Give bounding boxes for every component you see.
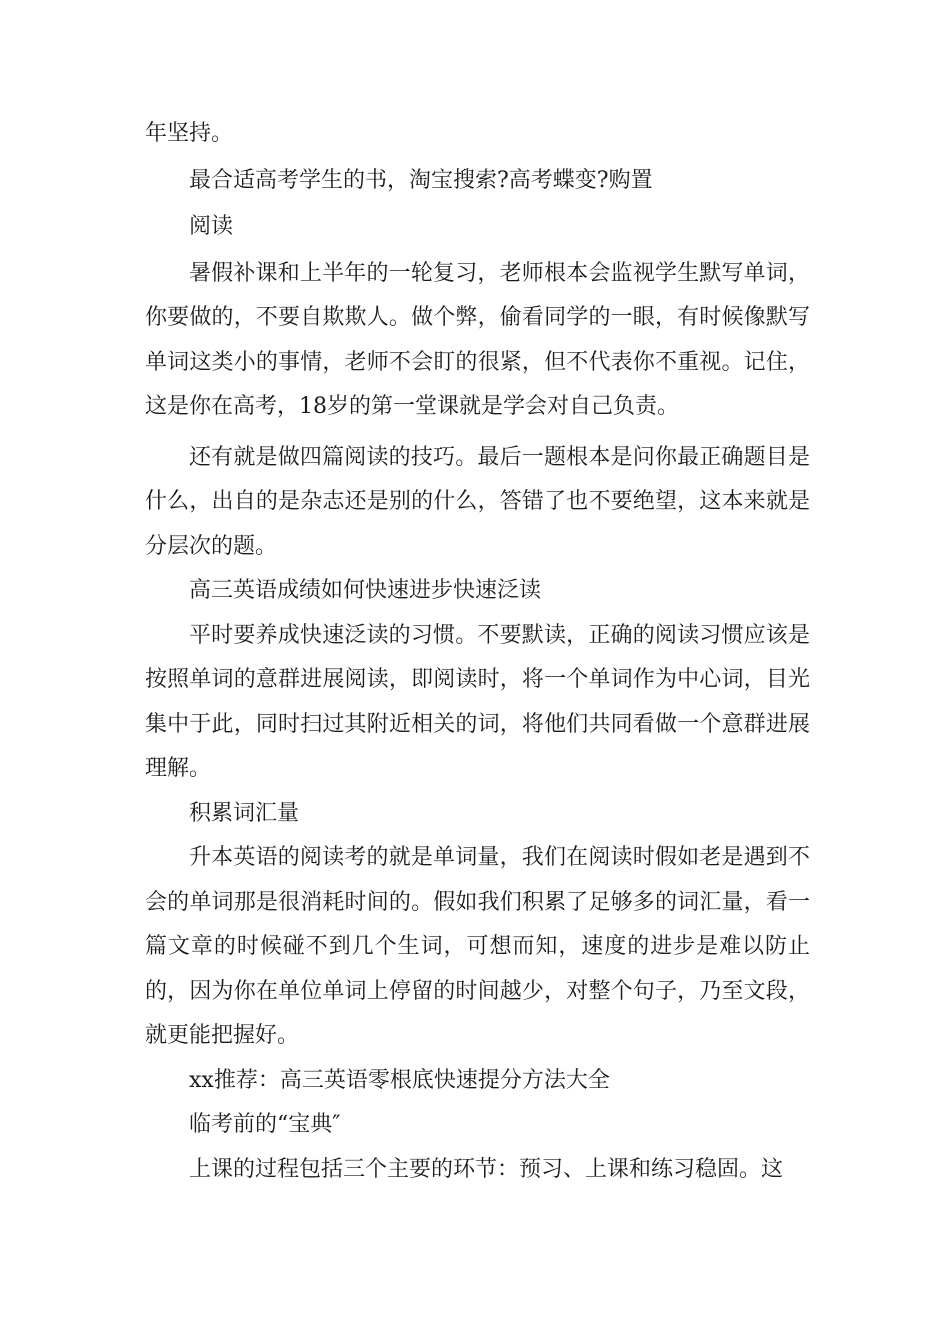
- paragraph-recommendation: xx推荐：高三英语零根底快速提分方法大全: [189, 1067, 610, 1093]
- paragraph-book-recommendation: 最合适高考学生的书，淘宝搜索?高考蝶变?购置: [189, 167, 653, 193]
- paragraph-class-process: 上课的过程包括三个主要的环节：预习、上课和练习稳固。这: [189, 1156, 784, 1182]
- paragraph-continuation: 年坚持。: [145, 121, 234, 146]
- paragraph-dictation: 暑假补课和上半年的一轮复习，老师根本会监视学生默写单词，你要做的，不要自欺欺人。做个弊，偷看同学的一眼，有时候像默写单词这类小的事情，老师不会盯的很紧，但不代表你不重视。记住，这是你在高考，18岁的第一堂课就是学会对自己负责。: [145, 260, 810, 419]
- paragraph-skimming-habit: 平时要养成快速泛读的习惯。不要默读，正确的阅读习惯应该是按照单词的意群进展阅读，即阅读时，将一个单词作为中心词，目光集中于此，同时扫过其附近相关的词，将他们共同看做一个意群进展理解。: [145, 622, 810, 781]
- paragraph-vocabulary: 升本英语的阅读考的就是单词量，我们在阅读时假如老是遇到不会的单词那是很消耗时间的。假如我们积累了足够多的词汇量，看一篇文章的时候碰不到几个生词，可想而知，速度的进步是难以防止的，因为你在单位单词上停留的时间越少，对整个句子，乃至文段，就更能把握好。: [145, 845, 810, 1048]
- document-body: [145, 112, 810, 1192]
- section-heading-exam-tips: 临考前的“宝典″: [189, 1112, 341, 1137]
- paragraph-reading-skills: 还有就是做四篇阅读的技巧。最后一题根本是问你最正确题目是什么，出自的是杂志还是别的什么，答错了也不要绝望，这本来就是分层次的题。: [145, 444, 810, 559]
- section-heading-reading: 阅读: [189, 214, 234, 239]
- section-heading-vocabulary: 积累词汇量: [189, 800, 300, 826]
- section-heading-skimming: 高三英语成绩如何快速进步快速泛读: [189, 578, 542, 603]
